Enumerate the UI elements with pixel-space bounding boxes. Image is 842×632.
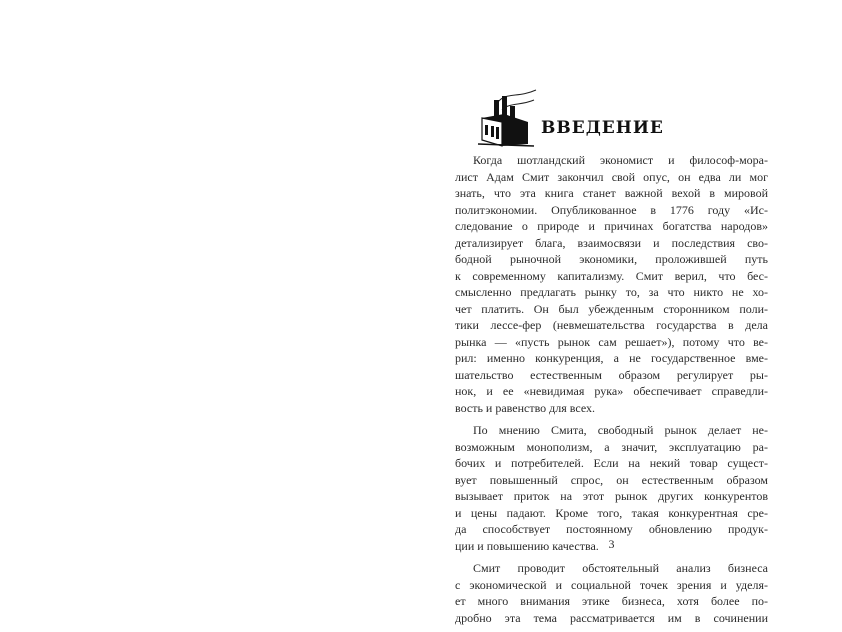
text-line: следование о природе и причинах богатства народов» [455,219,768,233]
text-line: тики лессе-фер (невмешательства государства в дела [455,318,768,332]
page-number: 3 [608,537,615,551]
text-line: ции и повышению качества. [455,538,599,553]
text-line: рынка — «пусть рынок сам решает»), потому что ве- [455,334,768,349]
text-line: лист Адам Смит закончил свой опус, он едва ли мог [455,169,768,184]
factory-icon [476,88,538,148]
text-line: ет много внимания этике бизнеса, хотя более по- [455,594,768,608]
text-line: шательство естественным образом регулирует ры- [455,367,768,382]
text-line: с экономической и социальной точек зрения и уделя- [455,577,768,592]
text-line: бодной рыночной экономики, проложившей путь [455,252,768,266]
chapter-title: ВВЕДЕНИЕ [541,118,664,138]
text-line: возможным монополизм, а значит, эксплуатацию ра- [455,439,768,454]
text-line: Смит проводит обстоятельный анализ бизнеса [473,561,768,575]
text-line: знать, что эта книга станет важной вехой в мировой [455,186,768,200]
text-line: детализирует блага, взаимосвязи и последствия сво- [455,235,768,250]
text-line: дробно эта тема рассматривается им в сочинении [455,610,768,625]
text-line: рил: именно конкуренция, а не государственное вме- [455,351,768,365]
text-line: По мнению Смита, свободный рынок делает не- [473,423,768,437]
text-line: смысленно предлагать рынку то, за что никто не хо- [455,285,768,299]
text-line: бочих и потребителей. Если на некий товар сущест- [455,456,768,470]
text-line: вызывает приток на этот рынок других конкурентов [455,489,768,503]
text-line: нок, и ее «невидимая рука» обеспечивает справедли- [455,384,768,398]
paragraph [455,152,768,416]
text-line: чет платить. Он был убежденным сторонником поли- [455,301,768,316]
text-line: и цены падают. Кроме того, такая конкурентная сре- [455,505,768,520]
paragraph [455,422,768,554]
text-line: политэкономии. Опубликованное в 1776 году «Ис- [455,202,768,217]
text-line: Когда шотландский экономист и философ-мора- [473,153,768,167]
text-line: вость и равенство для всех. [455,400,596,415]
body-text [455,152,768,632]
text-line: вует повышенный спрос, он естественным образом [455,472,768,487]
paragraph [455,560,768,626]
text-line: да способствует постоянному обновлению продук- [455,522,768,536]
text-line: к современному капитализму. Смит верил, что бес- [455,268,768,283]
